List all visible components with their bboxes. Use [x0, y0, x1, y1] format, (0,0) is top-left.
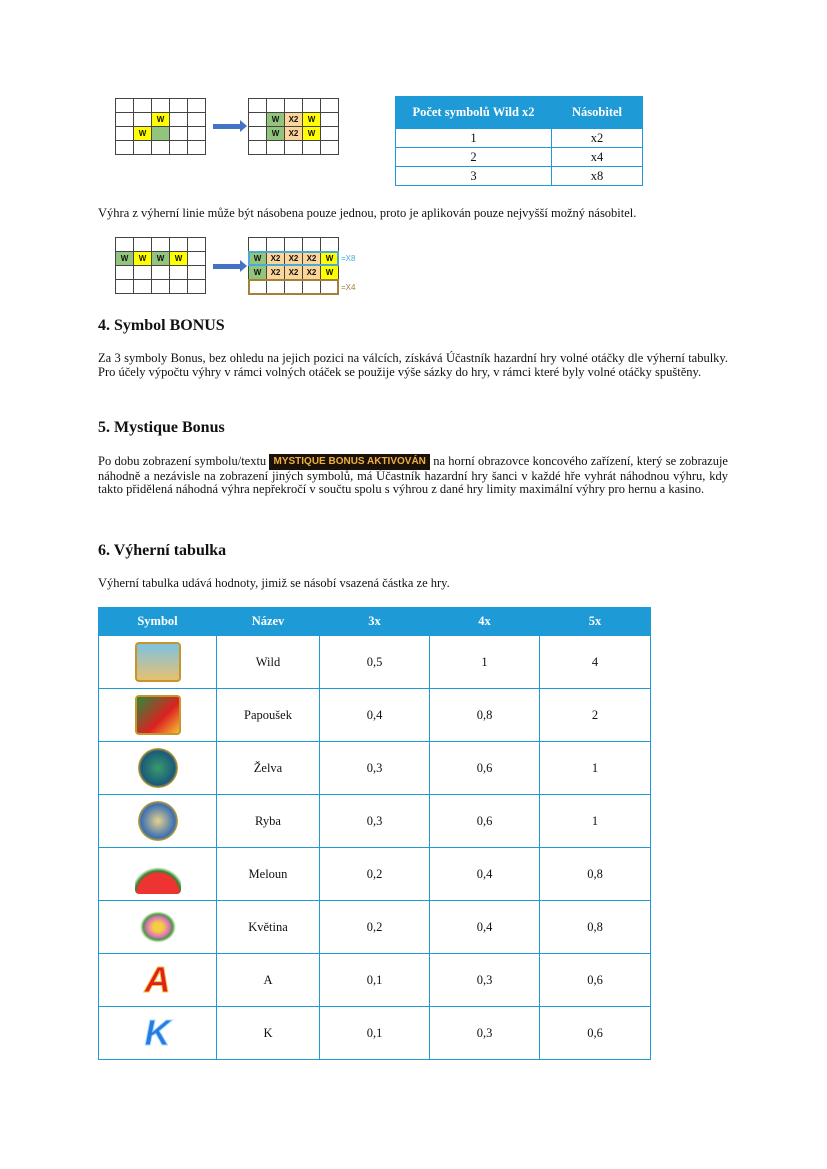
grid-cell [249, 99, 267, 113]
grid-cell [321, 238, 339, 252]
grid-cell [321, 127, 339, 141]
grid-cell [170, 113, 188, 127]
grid-cell: W [303, 127, 321, 141]
symbol-name: Želva [217, 742, 320, 795]
grid-cell [249, 238, 267, 252]
payout-value: 4 [540, 636, 651, 689]
letter-a-icon: A [144, 959, 171, 1000]
x8-label: =X8 [341, 254, 356, 263]
grid-cell [321, 113, 339, 127]
grid-cell [134, 266, 152, 280]
payout-value: 0,8 [540, 848, 651, 901]
grid-cell [249, 141, 267, 155]
symbol-name: K [217, 1007, 320, 1060]
grid-cell: W [249, 252, 267, 266]
grid-cell: W [321, 266, 339, 280]
payout-value: 0,3 [320, 795, 430, 848]
x4-label: =X4 [341, 283, 356, 292]
grid-cell: W [152, 252, 170, 266]
section-heading: 5. Mystique Bonus [98, 419, 225, 436]
grid-cell [116, 141, 134, 155]
grid-cell: W [116, 252, 134, 266]
grid-cell: W [321, 252, 339, 266]
table-row [99, 689, 651, 742]
diagram1-right-grid [248, 98, 339, 155]
payout-value: 0,3 [320, 742, 430, 795]
grid-cell [321, 99, 339, 113]
grid-cell [116, 238, 134, 252]
grid-cell [188, 127, 206, 141]
grid-cell [116, 113, 134, 127]
table-row [99, 954, 651, 1007]
grid-cell [152, 238, 170, 252]
grid-cell: W [249, 266, 267, 280]
grid-cell: X2 [285, 252, 303, 266]
table-row: 2 x4 [396, 148, 643, 167]
grid-cell [170, 266, 188, 280]
payout-value: 0,6 [540, 954, 651, 1007]
payout-value: 1 [430, 636, 540, 689]
grid-cell [116, 280, 134, 294]
symbol-name: Ryba [217, 795, 320, 848]
grid-cell [188, 238, 206, 252]
grid-cell [152, 266, 170, 280]
grid-cell: W [267, 113, 285, 127]
grid-cell [134, 280, 152, 294]
payout-value: 1 [540, 742, 651, 795]
symbol-name: Květina [217, 901, 320, 954]
grid-cell [285, 238, 303, 252]
grid-cell [152, 280, 170, 294]
payout-value: 2 [540, 689, 651, 742]
header: Počet symbolů Wild x2 [396, 97, 552, 129]
payout-value: 0,4 [430, 901, 540, 954]
payout-value: 0,2 [320, 848, 430, 901]
fish-icon [138, 801, 178, 841]
grid-cell: W [303, 113, 321, 127]
grid-cell [188, 113, 206, 127]
diagram1-left-grid [115, 98, 206, 155]
symbol-name: Papoušek [217, 689, 320, 742]
payout-value: 1 [540, 795, 651, 848]
grid-cell [267, 141, 285, 155]
turtle-icon [138, 748, 178, 788]
grid-cell [267, 238, 285, 252]
grid-cell [116, 266, 134, 280]
grid-cell: W [134, 252, 152, 266]
payout-value: 0,6 [430, 742, 540, 795]
grid-cell [321, 141, 339, 155]
table-row [99, 901, 651, 954]
grid-cell: X2 [267, 266, 285, 280]
payout-value: 0,4 [320, 689, 430, 742]
grid-cell [116, 99, 134, 113]
grid-cell [152, 99, 170, 113]
table-row [99, 795, 651, 848]
grid-cell [170, 127, 188, 141]
grid-cell: W [267, 127, 285, 141]
header: Násobitel [552, 97, 643, 129]
table-row: 3 x8 [396, 167, 643, 186]
table-row [99, 742, 651, 795]
payout-value: 0,5 [320, 636, 430, 689]
grid-cell [249, 113, 267, 127]
grid-cell [285, 141, 303, 155]
grid-cell: X2 [285, 127, 303, 141]
payout-value: 0,2 [320, 901, 430, 954]
payout-value: 0,1 [320, 1007, 430, 1060]
mystique-bonus-badge: MYSTIQUE BONUS AKTIVOVÁN [269, 454, 429, 470]
grid-cell: X2 [303, 252, 321, 266]
table-row [99, 848, 651, 901]
grid-cell [116, 127, 134, 141]
grid-cell [134, 99, 152, 113]
grid-cell [134, 141, 152, 155]
diagram2-left-grid [115, 237, 206, 294]
x8-highlight [248, 251, 339, 266]
section-heading: 6. Výherní tabulka [98, 542, 227, 559]
grid-cell: W [152, 113, 170, 127]
grid-cell [303, 99, 321, 113]
arrow-icon [213, 264, 241, 269]
payout-value: 0,1 [320, 954, 430, 1007]
section-heading: 4. Symbol BONUS [98, 317, 225, 334]
payout-value: 0,6 [430, 795, 540, 848]
grid-cell: X2 [285, 266, 303, 280]
grid-cell: W [134, 127, 152, 141]
grid-cell [188, 141, 206, 155]
watermelon-icon [135, 854, 181, 894]
multiplier-table [395, 96, 643, 186]
grid-cell [152, 141, 170, 155]
grid-cell [170, 280, 188, 294]
line-text: Výhra z výherní linie může být násobena pouze jednou, proto je aplikován pouze nejvyšší možný násobitel. [98, 206, 637, 220]
arrow-icon [213, 124, 241, 129]
grid-cell [134, 113, 152, 127]
grid-cell [188, 99, 206, 113]
table-row: 1 x2 [396, 129, 643, 148]
grid-cell [303, 141, 321, 155]
symbol-name: Meloun [217, 848, 320, 901]
grid-cell [134, 238, 152, 252]
payout-value: 0,6 [540, 1007, 651, 1060]
grid-cell [188, 280, 206, 294]
grid-cell [249, 127, 267, 141]
payout-value: 0,8 [430, 689, 540, 742]
letter-k-icon: K [144, 1012, 171, 1053]
grid-cell: X2 [303, 266, 321, 280]
section-text: Výherní tabulka udává hodnoty, jimiž se násobí vsazená částka ze hry. [98, 576, 450, 590]
payout-value: 0,3 [430, 954, 540, 1007]
grid-cell: X2 [285, 113, 303, 127]
grid-cell [152, 127, 170, 141]
payout-value: 0,3 [430, 1007, 540, 1060]
symbol-name: Wild [217, 636, 320, 689]
grid-cell: X2 [267, 252, 285, 266]
grid-cell [170, 99, 188, 113]
grid-cell [303, 238, 321, 252]
paytable: Symbol Název 3x 4x 5x Wild 0,5 1 4 Papoušek 0,4 0,8 2 Želva 0,3 0,6 1 Ryba 0,3 0,6 1 Meloun 0,2 0,4 0,8 Květina 0,2 0,4 0,8 A A 0,1 0,3 0,6 K K 0,1 0,3 0,6 [98, 607, 651, 1060]
table-row [99, 636, 651, 689]
x4-highlight [248, 279, 339, 295]
grid-cell [188, 266, 206, 280]
grid-cell [188, 252, 206, 266]
grid-cell [267, 99, 285, 113]
grid-cell: W [170, 252, 188, 266]
table-row [99, 1007, 651, 1060]
symbol-name: A [217, 954, 320, 1007]
section-text: Za 3 symboly Bonus, bez ohledu na jejich pozici na válcích, získává Účastník hazardní hry volné otáčky dle výherní tabulky. Pro účely výpočtu výhry v rámci volných otáček se použije výše sázky do hry, v rámci které byly volné otáčky spuštěny. [98, 351, 728, 379]
wild-icon [135, 642, 181, 682]
grid-cell [285, 99, 303, 113]
payout-value: 0,4 [430, 848, 540, 901]
payout-value: 0,8 [540, 901, 651, 954]
parrot-icon [135, 695, 181, 735]
section-text: Po dobu zobrazení symbolu/textu MYSTIQUE BONUS AKTIVOVÁN na horní obrazovce koncového zařízení, který se zobrazuje náhodně a nezávisle na zobrazení jiných symbolů, má Účastník hazardní hry šanci v každé hře vyhrát náhodnou výhru, kdy takto přidělená náhodná výhra nepřekročí v součtu spolu s výhrou z dané hry limity maximální výhry pro hernu a kasino. [98, 454, 728, 496]
flower-icon [135, 907, 181, 947]
grid-cell [170, 238, 188, 252]
grid-cell [170, 141, 188, 155]
